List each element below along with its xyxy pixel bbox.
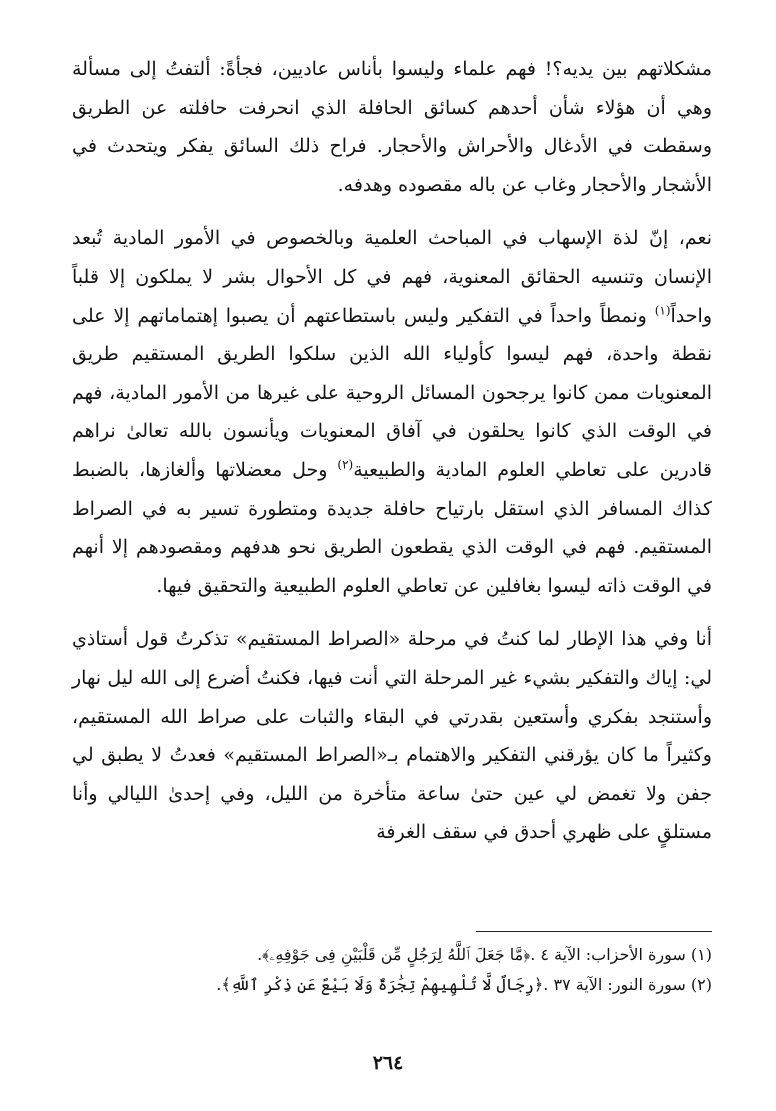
footnote-ref-2[interactable]: (٢) xyxy=(337,457,354,472)
paragraph-2-part-2: ونمطاً واحداً في التفكير وليس باستطاعتهم أن يصبوا إهتماماتهم إلا على نقطة واحدة، فهم ليسوا كأولياء الله الذين سلكوا الطريق المستقيم طريق المعنويات ممن كانوا يرجحون المسائل الروحية على غيرها من الأمور المادية، فهم في الوقت الذي كانوا يحلقون في آفاق المعنويات ويأنسون بالله تعالىٰ نراهم قادرين على تعاطي العلوم المادية والطبيعية xyxy=(72,304,713,481)
paragraph-1: مشكلاتهم بين يديه؟! فهم علماء وليسوا بأناس عاديين، فجأةً: ألتفتُ إلى مسألة وهي أن هؤلاء شأن أحدهم كسائق الحافلة الذي انحرفت حافلته عن الطريق وسقطت في الأدغال والأحراش والأحجار. فراح ذلك السائق يفكر ويتحدث في الأشجار والأحجار وغاب عن باله مقصوده وهدفه. xyxy=(72,58,712,196)
footnote-1: (١) سورة الأحزاب: الآية ٤ .﴿مَّا جَعَلَ ٱللَّهُ لِرَجُلٍ مِّن قَلْبَيْنِ فِى جَوْفِهِۦ﴾. xyxy=(257,945,712,964)
page-number: ٢٦٤ xyxy=(372,1052,404,1074)
paragraph-2-part-1: نعم، إنّ لذة الإسهاب في المباحث العلمية وبالخصوص في الأمور المادية تُبعد الإنسان وتنسيه الحقائق المعنوية، فهم في كل الأحوال بشر لا يملكون إلا قلباً واحداً xyxy=(72,227,712,327)
footnotes xyxy=(72,940,712,1000)
paragraph-2 xyxy=(72,219,712,605)
page-body xyxy=(72,50,712,865)
footnote-2: (٢) سورة النور: الآية ٣٧ .﴿رِجَالٌ لَّا تُلْهِيهِمْ تِجَٰرَةٌ وَلَا بَيْعٌ عَن ذِكْرِ ٱللَّهِ﴾. xyxy=(216,975,712,994)
paragraph-2-part-3: وحل معضلاتها وألغازها، بالضبط كذاك المسافر الذي استقل بارتياح حافلة جديدة ومتطورة تسير به في الصراط المستقيم. فهم في الوقت الذي يقطعون الطريق نحو هدفهم ومقصودهم إلا أنهم في الوقت ذاته ليسوا بغافلين عن تعاطي العلوم الطبيعية والتحقيق فيها. xyxy=(72,458,712,597)
footnote-divider xyxy=(476,931,712,932)
footnote-ref-1[interactable]: (١) xyxy=(654,303,671,318)
paragraph-3: أنا وفي هذا الإطار لما كنتُ في مرحلة «الصراط المستقيم» تذكرتُ قول أستاذي لي: إياك والتفكير بشيء غير المرحلة التي أنت فيها، فكنتُ أضرع إلى الله ليل نهار وأستنجد بفكري وأستعين بقدرتي في البقاء والثبات على صراط الله المستقيم، وكثيراً ما كان يؤرقني التفكير والاهتمام بـ«الصراط المستقيم» فعدتُ لا يطبق لي جفن ولا تغمض لي عين حتىٰ ساعة متأخرة من الليل، وفي إحدىٰ الليالي وأنا مستلقٍ على ظهري أحدق في سقف الغرفة xyxy=(72,628,712,844)
